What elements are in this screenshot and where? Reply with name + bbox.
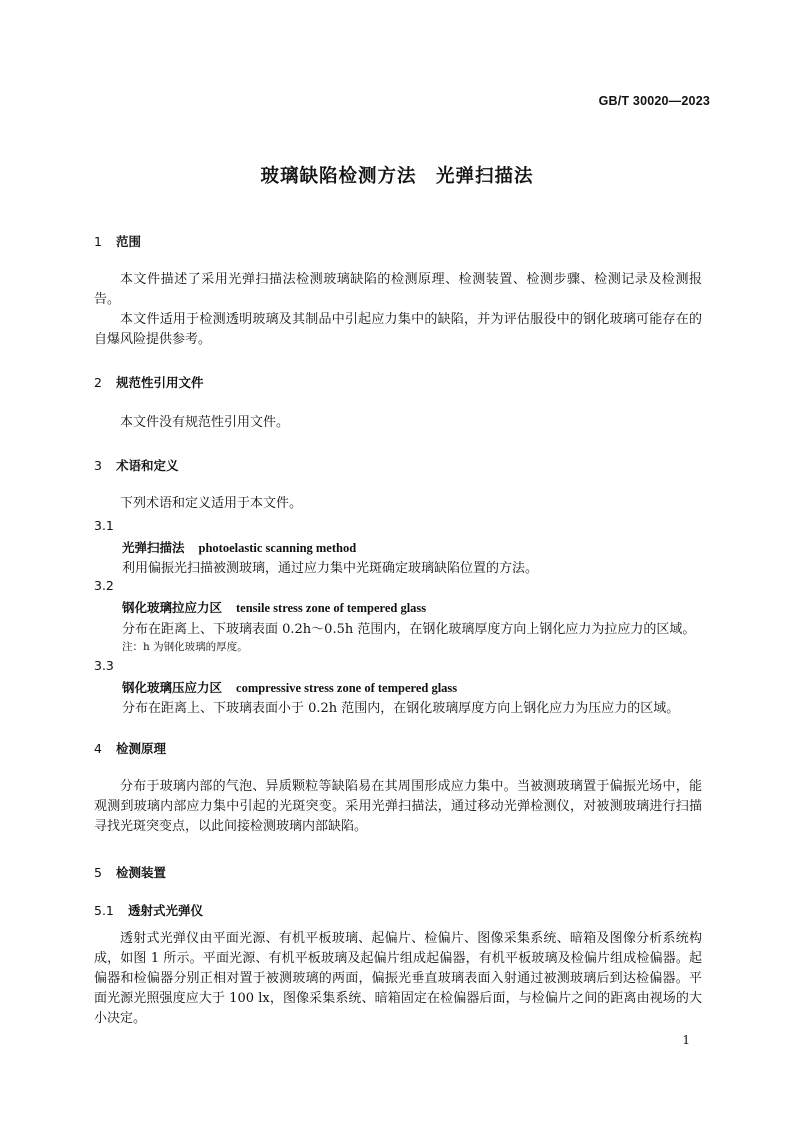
section-number: 1: [94, 234, 102, 249]
page-number: 1: [682, 1033, 690, 1047]
term-en: compressive stress zone of tempered glass: [236, 681, 458, 695]
section-2-paragraph-1: 本文件没有规范性引用文件。: [120, 415, 290, 430]
section-number: 2: [94, 375, 102, 390]
term-zh: 钢化玻璃拉应力区: [122, 600, 223, 615]
term-3-2-number: 3.2: [94, 578, 114, 593]
section-5-1-paragraph-1: 透射式光弹仪由平面光源、有机平板玻璃、起偏片、检偏片、图像采集系统、暗箱及图像分析系统构成，如图 1 所示。平面光源、有机平板玻璃及起偏片组成起偏器，有机平板玻璃及检偏片组成检偏器。起偏器和检偏器分别正相对置于被测玻璃的两面，偏振光垂直玻璃表面入射通过被测玻璃后到达检偏器。平面光源光照强度应大于 100 lx，图像采集系统、暗箱固定在检偏器后面，与检偏片之间的距离由视场的大小决定。: [94, 931, 702, 1026]
subsection-title: 透射式光弹仪: [128, 903, 204, 918]
section-1-heading: [94, 232, 141, 250]
section-1-paragraph-1: 本文件描述了采用光弹扫描法检测玻璃缺陷的检测原理、检测装置、检测步骤、检测记录及检测报告。: [94, 272, 702, 307]
term-3-2: [122, 598, 426, 616]
term-zh: 钢化玻璃压应力区: [122, 680, 223, 695]
term-3-1-definition: 利用偏振光扫描被测玻璃，通过应力集中光斑确定玻璃缺陷位置的方法。: [122, 561, 539, 576]
term-3-2-definition: 分布在距离上、下玻璃表面 0.2h～0.5h 范围内，在钢化玻璃厚度方向上钢化应力为拉应力的区域。: [122, 622, 696, 637]
section-5-heading: [94, 863, 166, 881]
term-3-1-number: 3.1: [94, 518, 114, 533]
term-en: photoelastic scanning method: [198, 541, 357, 555]
section-title: 范围: [116, 234, 142, 249]
section-title: 规范性引用文件: [116, 375, 204, 390]
standard-number: GB/T 30020—2023: [598, 94, 710, 108]
section-title: 检测装置: [116, 865, 167, 880]
term-3-2-note: 注：h 为钢化玻璃的厚度。: [122, 641, 248, 653]
term-zh: 光弹扫描法: [122, 540, 185, 555]
section-2-heading: [94, 373, 204, 391]
section-number: 3: [94, 458, 102, 473]
document-title: 玻璃缺陷检测方法 光弹扫描法: [260, 166, 534, 187]
section-4-paragraph-1: 分布于玻璃内部的气泡、异质颗粒等缺陷易在其周围形成应力集中。当被测玻璃置于偏振光场中，能观测到玻璃内部应力集中引起的光斑突变。采用光弹扫描法，通过移动光弹检测仪，对被测玻璃进行扫描寻找光斑突变点，以此间接检测玻璃内部缺陷。: [94, 779, 702, 834]
term-en: tensile stress zone of tempered glass: [236, 601, 427, 615]
section-number: 5: [94, 865, 102, 880]
subsection-number: 5.1: [94, 903, 114, 918]
section-number: 4: [94, 741, 102, 756]
term-3-1: [122, 538, 356, 556]
section-3-intro: 下列术语和定义适用于本文件。: [120, 496, 303, 511]
section-1-paragraph-2: 本文件适用于检测透明玻璃及其制品中引起应力集中的缺陷，并为评估服役中的钢化玻璃可能存在的自爆风险提供参考。: [94, 312, 702, 347]
section-title: 术语和定义: [116, 458, 179, 473]
term-3-3-definition: 分布在距离上、下玻璃表面小于 0.2h 范围内，在钢化玻璃厚度方向上钢化应力为压应力的区域。: [122, 701, 680, 716]
section-5-1-heading: [94, 901, 203, 919]
section-3-heading: [94, 456, 179, 474]
section-title: 检测原理: [116, 741, 167, 756]
term-3-3: [122, 678, 457, 696]
term-3-3-number: 3.3: [94, 658, 114, 673]
section-4-heading: [94, 739, 166, 757]
